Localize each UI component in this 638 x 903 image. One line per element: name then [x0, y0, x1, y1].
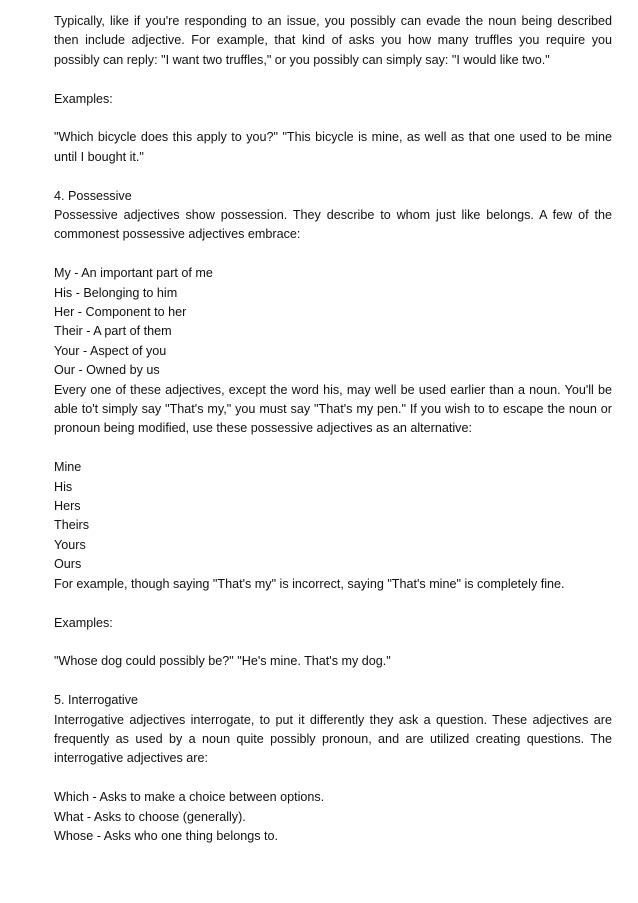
section-heading-possessive: 4. Possessive — [54, 188, 132, 203]
pronoun-list-item: Ours — [54, 557, 82, 572]
interrogative-list-item: Whose - Asks who one thing belongs to. — [54, 828, 279, 843]
document-page — [54, 12, 612, 846]
interrogative-list-item: What - Asks to choose (generally). — [54, 809, 246, 824]
spacer — [54, 594, 612, 613]
spacer — [54, 439, 612, 458]
possessive-list-item: My - An important part of me — [54, 266, 213, 281]
intro-paragraph: Typically, like if you're responding to an issue, you possibly can evade the noun being described then include adjective. For example, that kind of asks you how many truffles you require you possibly can reply: "I want two truffles," or you possibly can simply say: "I would like two." — [54, 14, 612, 67]
spacer — [54, 769, 612, 788]
pronoun-list-item: Hers — [54, 499, 81, 514]
interrogative-intro: Interrogative adjectives interrogate, to put it differently they ask a question. These adjectives are frequently as used by a noun quite possibly pronoun, and are utilized creating questions. The interrogative adjectives are: — [54, 712, 612, 766]
example-bicycle: "Which bicycle does this apply to you?" "This bicycle is mine, as well as that one used to be mine until I bought it." — [54, 130, 612, 164]
spacer — [54, 245, 612, 264]
section-heading-interrogative: 5. Interrogative — [54, 693, 139, 708]
spacer — [54, 109, 612, 128]
possessive-list-item: Our - Owned by us — [54, 363, 160, 378]
examples-heading: Examples: — [54, 615, 113, 630]
pronoun-example: For example, though saying "That's my" is incorrect, saying "That's mine" is completely fine. — [54, 576, 565, 591]
pronoun-list-item: Yours — [54, 537, 86, 552]
pronoun-list-item: His — [54, 479, 73, 494]
possessive-note: Every one of these adjectives, except the word his, may well be used earlier than a noun. You'll be able to't simply say "That's my," you must say "That's my pen." If you wish to to escape the noun or pronoun being modified, use these possessive adjectives as an alternative: — [54, 382, 612, 436]
possessive-list-item: Their - A part of them — [54, 324, 172, 339]
pronoun-list-item: Mine — [54, 460, 82, 475]
possessive-list-item: His - Belonging to him — [54, 285, 178, 300]
interrogative-list-item: Which - Asks to make a choice between options. — [54, 790, 325, 805]
spacer — [54, 167, 612, 186]
pronoun-list-item: Theirs — [54, 518, 89, 533]
possessive-intro: Possessive adjectives show possession. They describe to whom just like belongs. A few of the commonest possessive adjectives embrace: — [54, 208, 612, 242]
spacer — [54, 633, 612, 652]
example-dog: "Whose dog could possibly be?" "He's mine. That's my dog." — [54, 654, 391, 669]
spacer — [54, 70, 612, 89]
examples-heading: Examples: — [54, 91, 113, 106]
possessive-list-item: Her - Component to her — [54, 305, 187, 320]
spacer — [54, 672, 612, 691]
possessive-list-item: Your - Aspect of you — [54, 343, 167, 358]
